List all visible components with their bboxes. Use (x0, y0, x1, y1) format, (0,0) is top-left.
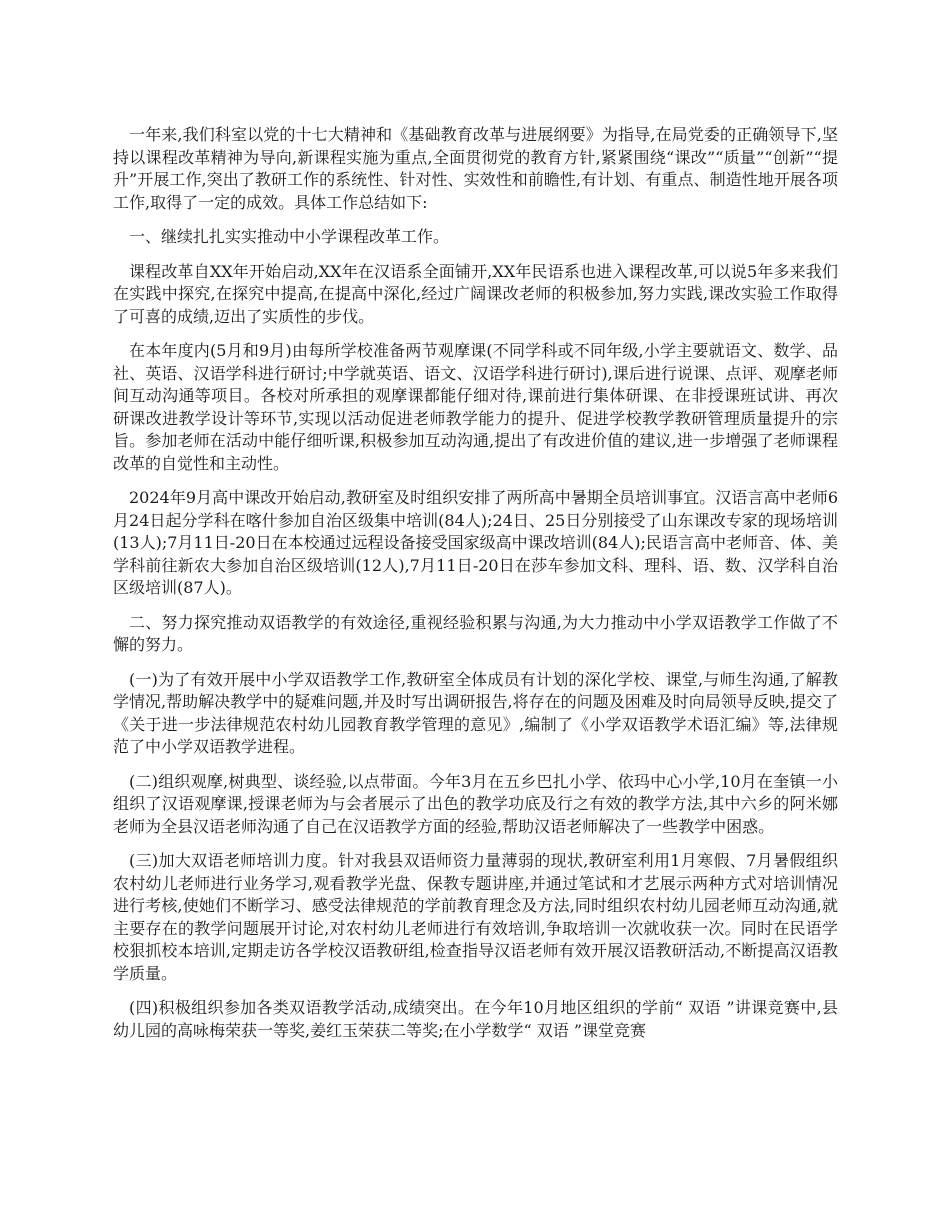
paragraph-curriculum-reform: 课程改革自XX年开始启动,XX年在汉语系全面铺开,XX年民语系也进入课程改革,可以说5年多来我们在实践中探究,在探究中提高,在提高中深化,经过广阔课改老师的积极参加,努力实践,课改实验工作取得了可喜的成绩,迈出了实质性的步伐。 (113, 261, 838, 326)
paragraph-bilingual-1: (一)为了有效开展中小学双语教学工作,教研室全体成员有计划的深化学校、课堂,与师生沟通,了解教学情况,帮助解决教学中的疑难问题,并及时写出调研报告,将存在的问题及困难及时向局领导反映,提交了《关于进一步法律规范农村幼儿园教育教学管理的意见》,编制了《小学双语教学术语汇编》等,法律规范了中小学双语教学进程。 (113, 669, 838, 756)
paragraph-intro: 一年来,我们科室以党的十七大精神和《基础教育改革与进展纲要》为指导,在局党委的正确领导下,坚持以课程改革精神为导向,新课程实施为重点,全面贯彻党的教育方针,紧紧围绕“课改”“质量”“创新”“提升”开展工作,突出了教研工作的系统性、针对性、实效性和前瞻性,有计划、有重点、制造性地开展各项工作,取得了一定的成效。具体工作总结如下: (113, 125, 838, 212)
paragraph-high-school-training: 2024年9月高中课改开始启动,教研室及时组织安排了两所高中暑期全员培训事宜。汉语言高中老师6月24日起分学科在喀什参加自治区级集中培训(84人);24日、25日分别接受了山东课改专家的现场培训(13人);7月11日-20日在本校通过远程设备接受国家级高中课改培训(84人);民语言高中老师音、体、美学科前往新农大参加自治区级培训(12人),7月11日-20日在莎车参加文科、理科、语、数、汉学科自治区级培训(87人)。 (113, 488, 838, 597)
paragraph-bilingual-2: (二)组织观摩,树典型、谈经验,以点带面。今年3月在五乡巴扎小学、依玛中心小学,10月在奎镇一小组织了汉语观摩课,授课老师为与会者展示了出色的教学功底及行之有效的教学方法,其中六乡的阿米娜老师为全县汉语老师沟通了自己在汉语教学方面的经验,帮助汉语老师解决了一些教学中困惑。 (113, 771, 838, 836)
paragraph-bilingual-3: (三)加大双语老师培训力度。针对我县双语师资力量薄弱的现状,教研室利用1月寒假、7月暑假组织农村幼儿老师进行业务学习,观看教学光盘、保教专题讲座,并通过笔试和才艺展示两种方式对培训情况进行考核,使她们不断学习、感受法律规范的学前教育理念及方法,同时组织农村幼儿园老师互动沟通,就主要存在的教学问题展开讨论,对农村幼儿老师进行有效培训,争取培训一次就收获一次。同时在民语学校狠抓校本培训,定期走访各学校汉语教研组,检查指导汉语老师有效开展汉语教研活动,不断提高汉语教学质量。 (113, 851, 838, 983)
document-page (113, 124, 838, 1054)
paragraph-bilingual-4: (四)积极组织参加各类双语教学活动,成绩突出。在今年10月地区组织的学前“ 双语 ”讲课竞赛中,县幼儿园的高咏梅荣获一等奖,姜红玉荣获二等奖;在小学数学“ 双语 ”课堂竞赛 (113, 998, 838, 1040)
section-heading-2: 二、努力探究推动双语教学的有效途径,重视经验积累与沟通,为大力推动中小学双语教学工作做了不懈的努力。 (113, 612, 838, 654)
paragraph-observation-lessons: 在本年度内(5月和9月)由每所学校准备两节观摩课(不同学科或不同年级,小学主要就语文、数学、品社、英语、汉语学科进行研讨;中学就英语、语文、汉语学科进行研讨),课后进行说课、点评、观摩老师间互动沟通等项目。各校对所承担的观摩课都能仔细对待,课前进行集体研课、在非授课班试讲、再次研课改进教学设计等环节,实现以活动促进老师教学能力的提升、促进学校教学教研管理质量提升的宗旨。参加老师在活动中能仔细听课,积极参加互动沟通,提出了有改进价值的建议,进一步增强了老师课程改革的自觉性和主动性。 (113, 341, 838, 473)
section-heading-1: 一、继续扎扎实实推动中小学课程改革工作。 (129, 227, 450, 246)
